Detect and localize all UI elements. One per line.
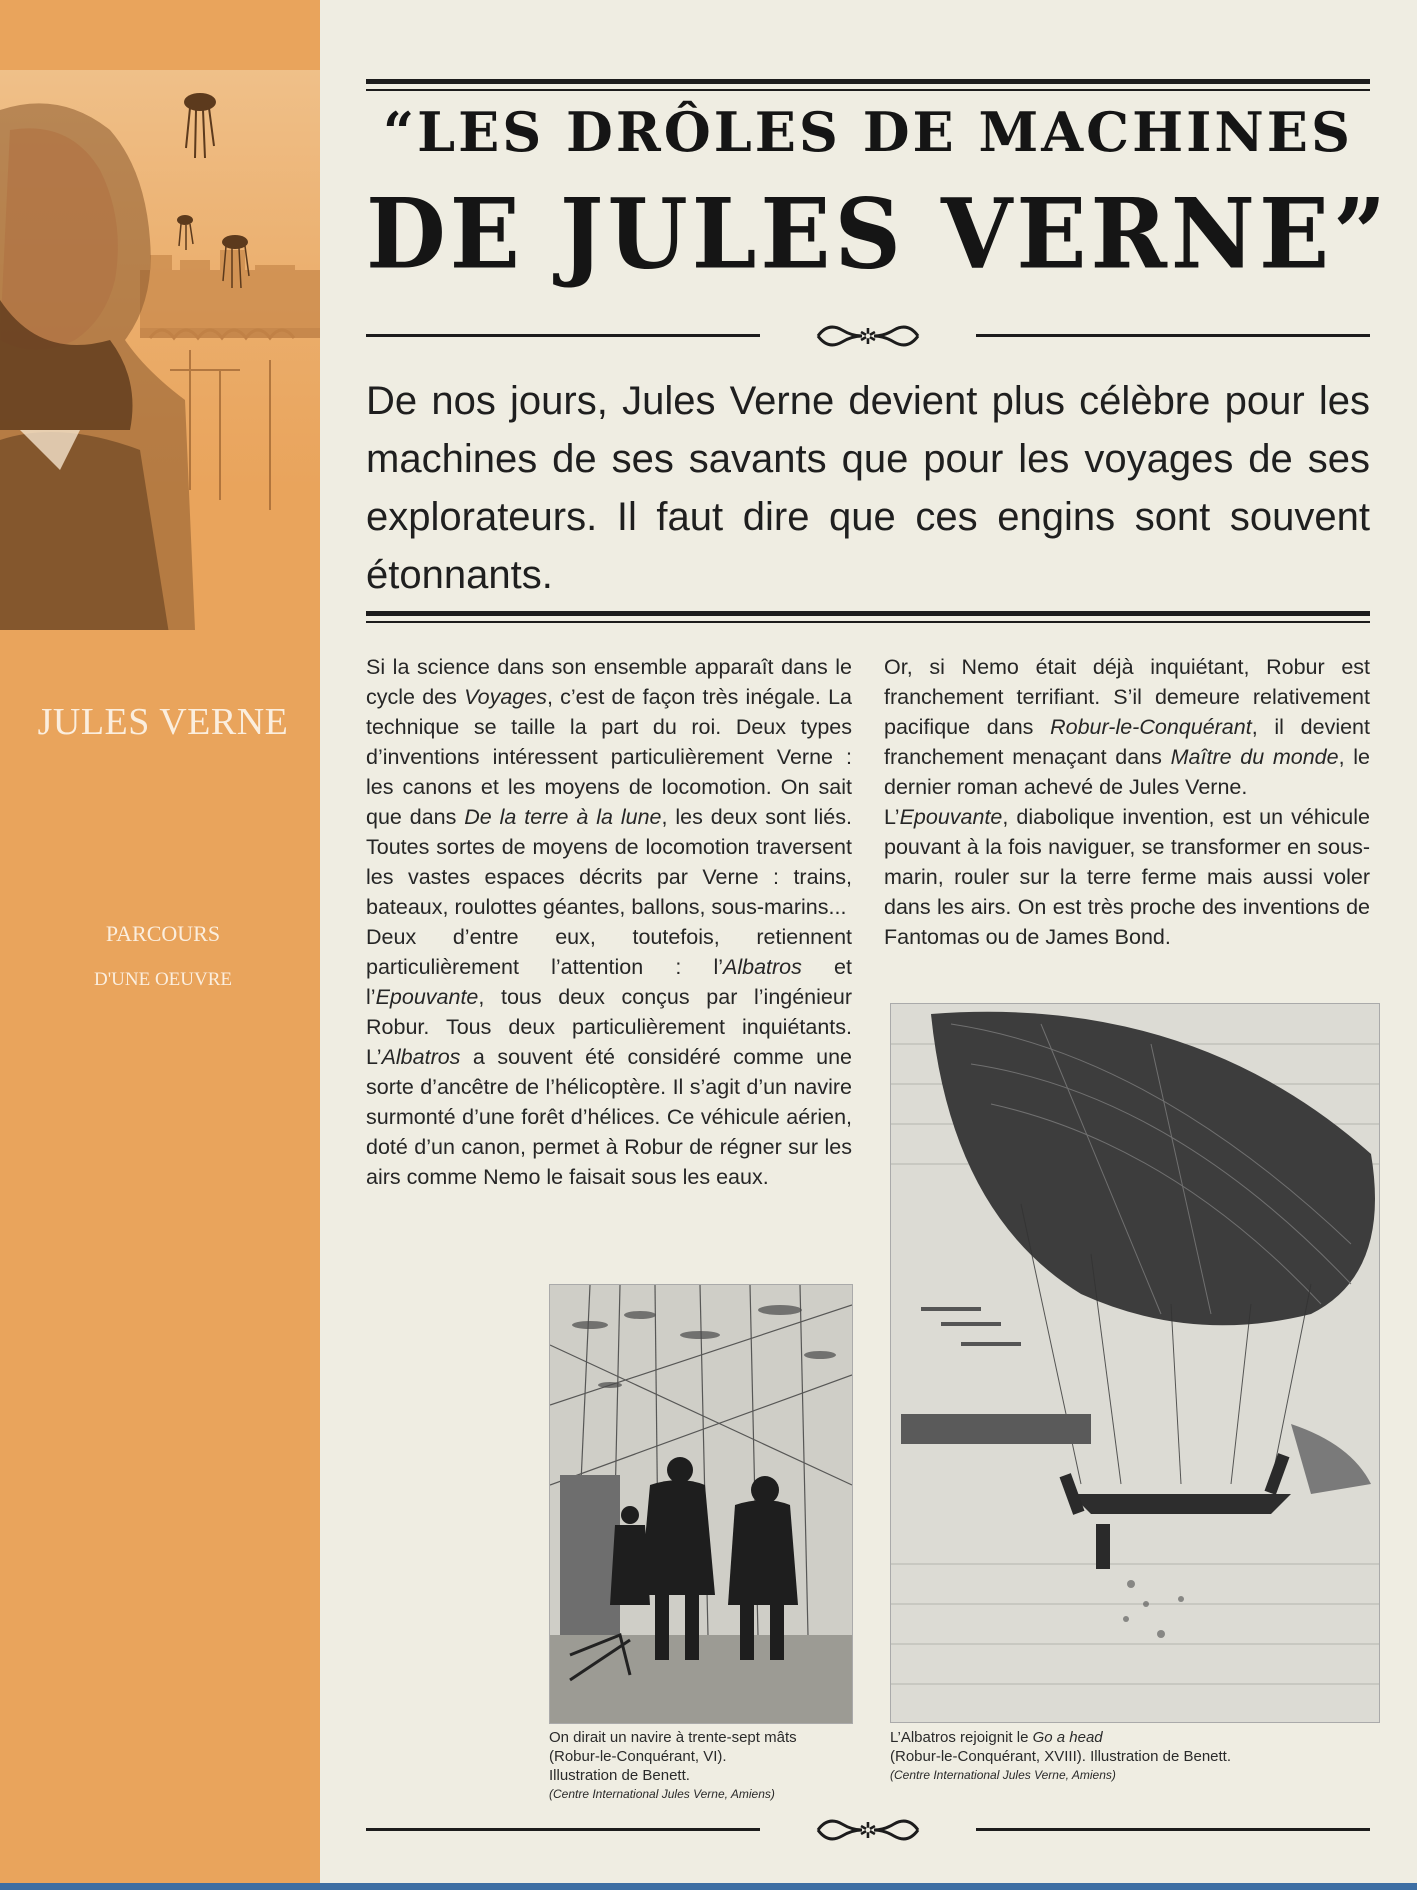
text-run: Si la science dans son ensemble apparaît dans le cycle des: [366, 655, 852, 709]
page-title-line2: DE JULES VERNE”: [366, 177, 1391, 291]
italic-robur: Robur-le-Conquérant: [1050, 715, 1252, 739]
italic-epouvante: Epouvante: [899, 805, 1003, 829]
text-run: L’: [884, 805, 900, 829]
sidebar: [0, 0, 320, 1890]
caption-credit: (Centre International Jules Verne, Amiens): [549, 1787, 775, 1801]
italic-maitre-du-monde: Maître du monde: [1170, 745, 1339, 769]
title-divider-right: [976, 334, 1370, 337]
svg-text:✲: ✲: [858, 1819, 878, 1844]
bottom-divider-right: [976, 1828, 1370, 1831]
airship-engraving-image: [890, 1003, 1380, 1723]
caption-line: [890, 1728, 1390, 1747]
title-divider-left: [366, 334, 760, 337]
left-text-column: [366, 652, 852, 1192]
text-run: , le dernier roman achevé de Jules Verne.: [884, 745, 1370, 799]
italic-voyages: Voyages: [464, 685, 547, 709]
text-run: , il devient franchement menaçant dans: [884, 715, 1370, 769]
fleuron-ornament-icon: [808, 1810, 928, 1850]
sidebar-author-name: JULES VERNE: [37, 701, 289, 743]
right-paragraph-2: [884, 802, 1370, 952]
text-run: , c’est de façon très inégale. La technique se taille la part du roi. Deux types d’inventions intéressent particulièrement Verne : les canons et les moyens de locomotion. On sait que dans: [366, 685, 852, 829]
bottom-color-strip: [0, 1883, 1417, 1890]
italic-albatros: Albatros: [723, 955, 802, 979]
top-rule-thin: [366, 89, 1370, 91]
text-run: , tous deux conçus par l’ingénieur Robur. Tous deux particulièrement inquiétants. L’: [366, 985, 852, 1069]
caption-line: On dirait un navire à trente-sept mâts: [549, 1729, 797, 1746]
top-rule-thick: [366, 79, 1370, 84]
caption-credit: (Centre International Jules Verne, Amiens): [890, 1768, 1116, 1782]
ship-deck-engraving-image: [549, 1284, 853, 1724]
bottom-divider-left: [366, 1828, 760, 1831]
right-text-column: [884, 652, 1370, 952]
page-title-line1: “LES DRÔLES DE MACHINES: [383, 100, 1353, 164]
left-paragraph-2: [366, 922, 852, 1192]
italic-ship-name: Go a head: [1032, 1729, 1103, 1746]
fleuron-ornament-icon: [808, 316, 928, 356]
text-run: et l’: [366, 955, 852, 1009]
text-run: Or, si Nemo était déjà inquiétant, Robur est franchement terrifiant. S’il demeure relativement pacifique dans: [884, 655, 1370, 739]
jules-verne-portrait-image: [0, 70, 320, 630]
text-run: , diabolique invention, est un véhicule pouvant à la fois naviguer, se transformer en sous-marin, rouler sur la terre ferme mais aussi voler dans les airs. On est très proche des inventions de Fantomas ou de James Bond.: [884, 805, 1370, 949]
sidebar-parcours-label: PARCOURS: [105, 921, 221, 946]
lede-rule-thick: [366, 611, 1370, 616]
svg-text:✲: ✲: [858, 325, 878, 350]
caption-line: (Robur-le-Conquérant, VI).: [549, 1748, 727, 1765]
lede-rule-thin: [366, 621, 1370, 623]
right-figure-caption: [890, 1728, 1390, 1785]
lede-paragraph: De nos jours, Jules Verne devient plus célèbre pour les machines de ses savants que pour les voyages de ses explorateurs. Il faut dire que ces engins sont souvent étonnants.: [366, 379, 1370, 597]
italic-book-title: De la terre à la lune: [464, 805, 662, 829]
text-run: a souvent été considéré comme une sorte d’ancêtre de l’hélicoptère. Il s’agit d’un navire surmonté d’une forêt d’hélices. Ce véhicule aérien, doté d’un canon, permet à Robur de régner sur les airs comme Nemo le faisait sous les eaux.: [366, 1045, 852, 1189]
text-run: Deux d’entre eux, toutefois, retiennent particulièrement l’attention : l’: [366, 925, 852, 979]
italic-albatros: Albatros: [381, 1045, 461, 1069]
caption-line: Illustration de Benett.: [549, 1767, 690, 1784]
text-run: , les deux sont liés. Toutes sortes de moyens de locomotion traversent les vastes espaces décrits par Verne : trains, bateaux, roulottes géantes, ballons, sous-marins...: [366, 805, 852, 919]
left-figure-caption: [549, 1728, 859, 1804]
left-paragraph-1: [366, 652, 852, 922]
right-paragraph-1: [884, 652, 1370, 802]
caption-line: (Robur-le-Conquérant, XVIII). Illustration de Benett.: [890, 1748, 1232, 1765]
italic-epouvante: Epouvante: [375, 985, 479, 1009]
sidebar-oeuvre-label: D'UNE OEUVRE: [94, 969, 232, 990]
text-run: L’Albatros rejoignit le: [890, 1729, 1033, 1746]
